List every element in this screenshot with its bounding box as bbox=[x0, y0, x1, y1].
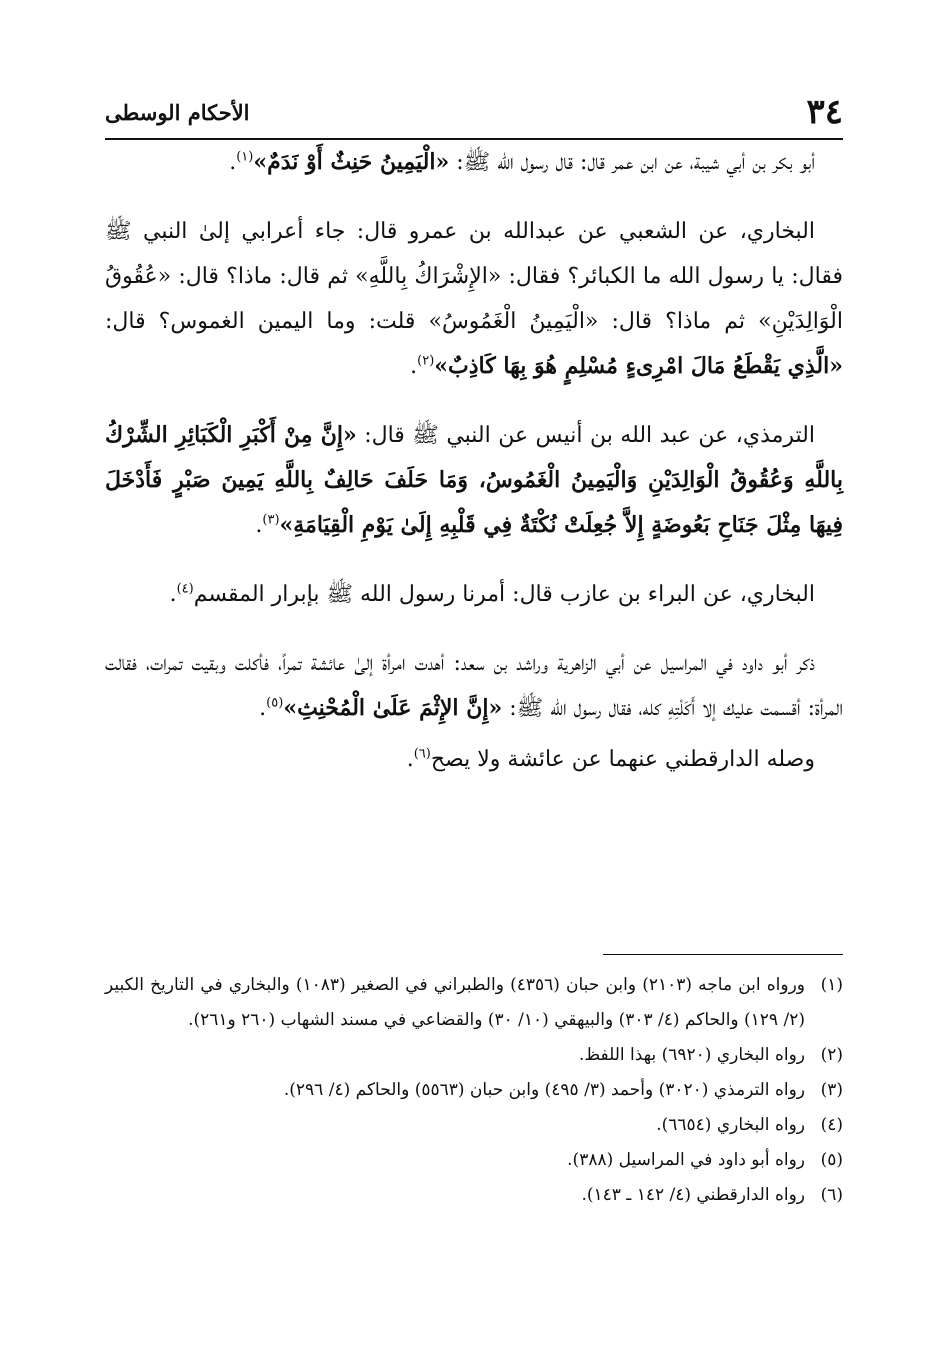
footnote-ref: (٣) bbox=[262, 512, 280, 528]
period: . bbox=[406, 747, 414, 772]
period: . bbox=[259, 696, 267, 721]
footnote-ref: (٤) bbox=[176, 581, 194, 597]
footnote bbox=[105, 1073, 843, 1108]
paragraph bbox=[105, 140, 843, 185]
page-number: ٣٤ bbox=[806, 92, 843, 132]
footnote-number: (٦) bbox=[820, 1185, 843, 1205]
period: . bbox=[255, 513, 263, 538]
narration: البخاري، عن الشعبي عن عبدالله بن عمرو قال: جاء أعرابي إلىٰ النبي ﷺ فقال: يا رسول الله ما الكبائر؟ فقال: «الإِشْرَاكُ بِاللَّهِ» ثم قال: ماذا؟ قال: «عُقُوقُ الْوَالِدَيْنِ» ثم ماذا؟ قال: «الْيَمِينُ الْغَمُوسُ» قلت: وما اليمين الغموس؟ قال: bbox=[105, 219, 843, 334]
footnote-ref: (٥) bbox=[266, 695, 284, 711]
main-text bbox=[105, 140, 843, 806]
footnote bbox=[105, 1143, 843, 1178]
footnote bbox=[105, 1108, 843, 1143]
footnote-number: (٤) bbox=[820, 1115, 843, 1135]
hadith-quote: «إِنَّ مِنْ أَكْبَرِ الْكَبَائِرِ الشِّرْكُ بِاللَّهِ وَعُقُوقُ الْوَالِدَيْنِ وَالْيَمِينُ الْغَمُوسُ، وَمَا حَلَفَ حَالِفٌ بِاللَّهِ يَمِينَ صَبْرٍ فَأَدْخَلَ فِيهَا مِثْلَ جَنَاحِ بَعُوضَةٍ إِلاَّ جُعِلَتْ نُكْتَةٌ فِي قَلْبِهِ إِلَىٰ يَوْمِ الْقِيَامَةِ» bbox=[105, 422, 843, 538]
paragraph bbox=[105, 737, 843, 782]
period: . bbox=[410, 354, 418, 379]
paragraph bbox=[105, 572, 843, 617]
footnote-number: (١) bbox=[820, 975, 843, 995]
narration: ذكر أبو داود في المراسيل عن أبي الزاهرية وراشد بن سعد: أهدت امرأة إلىٰ عائشة تمراً، فأكلت وبقيت تمرات، فقالت المرأة: أقسمت عليك إلا أَكَلْتِهِ كله، فقال رسول الله ﷺ: bbox=[105, 651, 843, 721]
page-header bbox=[105, 92, 843, 140]
paragraph bbox=[105, 413, 843, 548]
paragraph bbox=[105, 209, 843, 389]
narration: أبو بكر بن أبي شيبة، عن ابن عمر قال: قال رسول الله ﷺ: bbox=[449, 150, 815, 175]
footnote-text: رواه أبو داود في المراسيل (٣٨٨). bbox=[567, 1150, 805, 1170]
footnote-text: رواه البخاري (٦٦٥٤). bbox=[656, 1115, 805, 1135]
footnotes bbox=[105, 968, 843, 1213]
footnote-number: (٥) bbox=[820, 1150, 843, 1170]
hadith-quote: «الْيَمِينُ حَنِثٌ أَوْ نَدَمٌ» bbox=[253, 149, 450, 175]
footnote-text: ورواه ابن ماجه (٢١٠٣) وابن حبان (٤٣٥٦) والطبراني في الصغير (١٠٨٣) والبخاري في التاريخ الكبير (٢/ ١٢٩) والحاكم (٤/ ٣٠٣) والبيهقي (١٠/ ٣٠) والقضاعي في مسند الشهاب (٢٦٠ و٢٦١). bbox=[105, 975, 806, 1030]
narration: وصله الدارقطني عنهما عن عائشة ولا يصح bbox=[430, 747, 815, 772]
narration: الترمذي، عن عبد الله بن أنيس عن النبي ﷺ قال: bbox=[356, 423, 816, 448]
footnote bbox=[105, 968, 843, 1038]
paragraph bbox=[105, 641, 843, 731]
footnote-text: رواه البخاري (٦٩٢٠) بهذا اللفظ. bbox=[578, 1045, 805, 1065]
footnote-text: رواه الدارقطني (٤/ ١٤٢ ـ ١٤٣). bbox=[581, 1185, 805, 1205]
footnote-ref: (٦) bbox=[413, 746, 431, 762]
footnote-number: (٢) bbox=[820, 1045, 843, 1065]
footnote bbox=[105, 1038, 843, 1073]
footnote-separator bbox=[603, 954, 843, 955]
footnote-ref: (١) bbox=[236, 149, 254, 165]
period: . bbox=[169, 582, 177, 607]
footnote-number: (٣) bbox=[820, 1080, 843, 1100]
narration: البخاري، عن البراء بن عازب قال: أمرنا رسول الله ﷺ بإبرار المقسم bbox=[193, 582, 815, 607]
hadith-quote: «الَّذِي يَقْطَعُ مَالَ امْرِىءٍ مُسْلِمٍ هُوَ بِهَا كَاذِبٌ» bbox=[434, 353, 843, 379]
hadith-quote: «إِنَّ الإِثْمَ عَلَىٰ الْمُحْنِثِ» bbox=[283, 695, 503, 721]
running-title: الأحكام الوسطى bbox=[105, 100, 250, 125]
footnote bbox=[105, 1178, 843, 1213]
period: . bbox=[229, 150, 237, 175]
footnote-text: رواه الترمذي (٣٠٢٠) وأحمد (٣/ ٤٩٥) وابن حبان (٥٥٦٣) والحاكم (٤/ ٢٩٦). bbox=[283, 1080, 805, 1100]
footnote-ref: (٢) bbox=[417, 353, 435, 369]
